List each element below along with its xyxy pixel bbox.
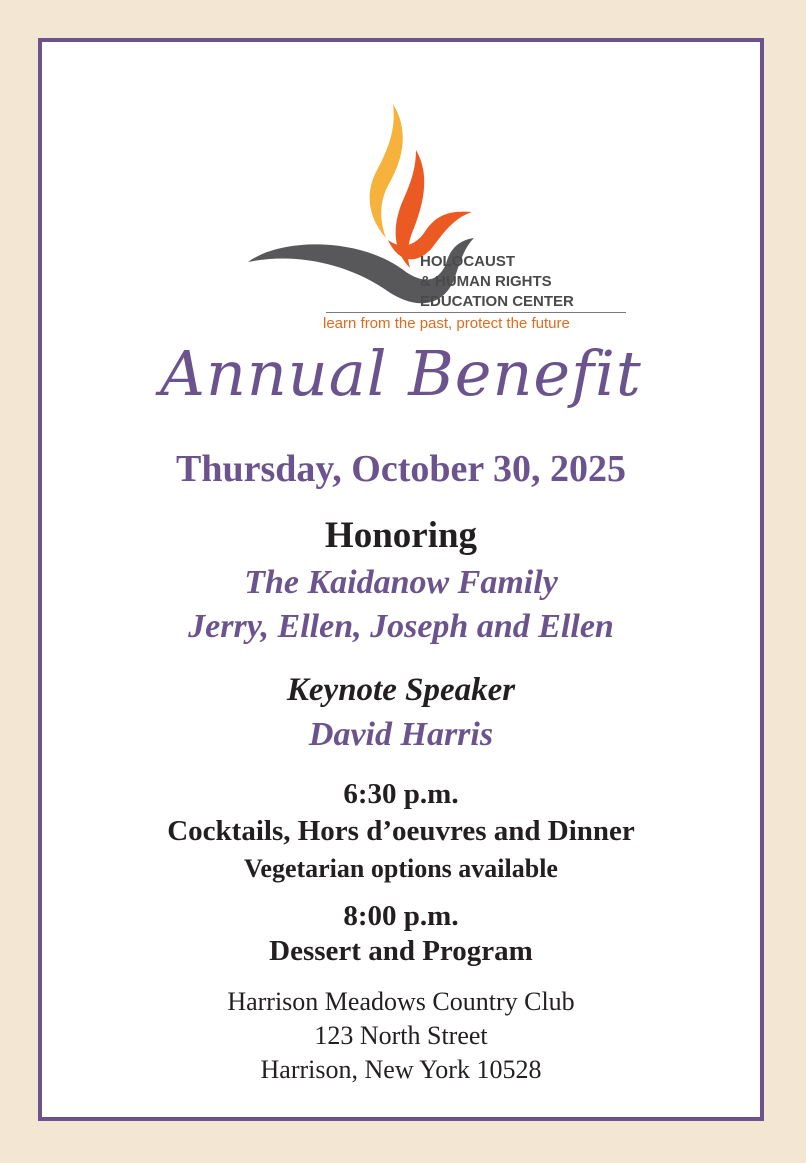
schedule-event: Cocktails, Hors d’oeuvres and Dinner <box>167 815 635 847</box>
keynote-label: Keynote Speaker <box>286 672 516 708</box>
schedule-time: 8:00 p.m. <box>343 900 459 932</box>
event-date: Thursday, October 30, 2025 <box>175 448 627 490</box>
venue-street: 123 North Street <box>314 1021 488 1050</box>
honoring-label: Honoring <box>324 515 478 556</box>
invitation-card <box>38 38 764 1121</box>
honoree-names: Jerry, Ellen, Joseph and Ellen <box>188 608 614 645</box>
event-title: Annual Benefit <box>160 337 642 410</box>
org-name-line: & HUMAN RIGHTS <box>420 273 552 290</box>
logo-divider <box>326 312 626 313</box>
honoree-family: The Kaidanow Family <box>244 564 558 601</box>
schedule-event: Dessert and Program <box>269 935 533 967</box>
venue-name: Harrison Meadows Country Club <box>227 987 575 1016</box>
organization-logo <box>210 72 610 332</box>
schedule-note: Vegetarian options available <box>244 854 558 883</box>
organization-tagline: learn from the past, protect the future <box>323 315 570 332</box>
keynote-speaker: David Harris <box>308 716 494 753</box>
venue-city: Harrison, New York 10528 <box>260 1055 542 1084</box>
schedule-time: 6:30 p.m. <box>343 778 459 810</box>
org-name-line: HOLOCAUST <box>420 253 515 270</box>
org-name-line: EDUCATION CENTER <box>420 293 574 310</box>
organization-name <box>420 252 574 312</box>
